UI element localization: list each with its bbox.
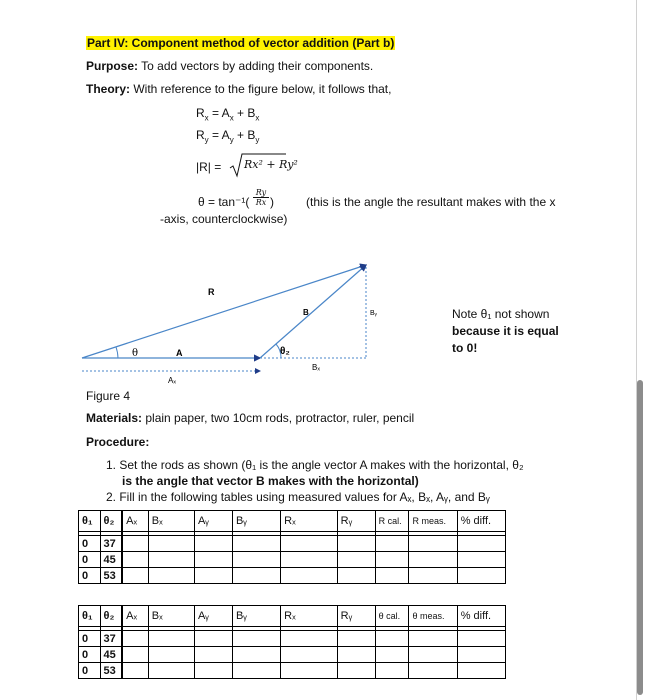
- materials-line: Materials: plain paper, two 10cm rods, protractor, ruler, pencil: [86, 411, 415, 425]
- header-cell: Aᵧ: [194, 511, 232, 532]
- table-cell: 0: [79, 663, 101, 679]
- header-cell: θ₂: [100, 511, 122, 532]
- vector-r: [82, 265, 366, 358]
- header-cell: θ₂: [100, 606, 122, 627]
- table-cell[interactable]: [122, 663, 148, 679]
- equation-magnitude: |R| =: [196, 160, 222, 174]
- table-cell: 45: [100, 552, 122, 568]
- procedure-step-1-continued: is the angle that vector B makes with the horizontal): [122, 474, 419, 488]
- equation-ry: $R_y = A_y + B_y$: [196, 128, 260, 145]
- header-cell: Bᵧ: [232, 511, 280, 532]
- table-row: [79, 552, 506, 568]
- table-cell: 53: [100, 663, 122, 679]
- table-cell[interactable]: [122, 536, 148, 552]
- table-cell[interactable]: [122, 552, 148, 568]
- vector-figure: [80, 255, 390, 390]
- header-cell: R meas.: [409, 511, 457, 532]
- table-cell: 37: [100, 631, 122, 647]
- theta1-note: Note θ₁ not shown because it is equal to 0!: [452, 307, 559, 355]
- header-cell: θ meas.: [409, 606, 457, 627]
- figure-caption: Figure 4: [86, 389, 131, 403]
- procedure-heading: Procedure:: [86, 435, 150, 449]
- table-cell: 53: [100, 568, 122, 584]
- equation-theta: θ = tan⁻¹(: [198, 195, 250, 209]
- table-header-row: [79, 606, 506, 627]
- header-cell: Aₓ: [122, 606, 148, 627]
- table-cell: 0: [79, 631, 101, 647]
- table-row: [79, 536, 506, 552]
- header-cell: Rₓ: [281, 606, 337, 627]
- header-cell: Bₓ: [148, 606, 194, 627]
- table-header-row: [79, 511, 506, 532]
- vector-b: [260, 265, 366, 358]
- label-ax: Aₓ: [168, 376, 176, 385]
- data-table-2: [78, 605, 506, 679]
- label-bx: Bₓ: [312, 363, 320, 372]
- header-cell: θ₁: [79, 511, 101, 532]
- table-cell[interactable]: [122, 647, 148, 663]
- label-theta2: θ₂: [280, 346, 290, 357]
- table-cell[interactable]: [122, 631, 148, 647]
- table-cell: 0: [79, 552, 101, 568]
- procedure-step-1: 1. Set the rods as shown (θ₁ is the angle vector A makes with the horizontal, θ₂: [106, 458, 524, 472]
- purpose-line: Purpose: To add vectors by adding their components.: [86, 59, 374, 73]
- scrollbar[interactable]: [637, 380, 643, 695]
- table-cell: 45: [100, 647, 122, 663]
- table-cell: 0: [79, 647, 101, 663]
- page-title: Part IV: Component method of vector addition (Part b): [87, 36, 395, 50]
- procedure-step-2: 2. Fill in the following tables using measured values for Aₓ, Bₓ, Aᵧ, and Bᵧ: [106, 490, 490, 504]
- header-cell: R cal.: [375, 511, 409, 532]
- label-r: R: [208, 287, 215, 297]
- theta-note: (this is the angle the resultant makes with the x: [306, 195, 556, 209]
- table-row: [79, 631, 506, 647]
- label-by: Bᵧ: [370, 310, 377, 317]
- header-cell: % diff.: [457, 511, 505, 532]
- theta-fraction: Ry Rx: [253, 188, 269, 207]
- theory-line: Theory: With reference to the figure below, it follows that,: [86, 82, 392, 96]
- table-cell[interactable]: [122, 568, 148, 584]
- header-cell: % diff.: [457, 606, 505, 627]
- table-cell: 0: [79, 568, 101, 584]
- header-cell: Aₓ: [122, 511, 148, 532]
- equation-rx: $R_x = A_x + B_x$: [196, 106, 260, 123]
- table-cell: 0: [79, 536, 101, 552]
- header-cell: Rᵧ: [337, 606, 375, 627]
- header-cell: Bₓ: [148, 511, 194, 532]
- label-b: B: [303, 308, 309, 317]
- table-row: [79, 568, 506, 584]
- label-a: A: [176, 348, 183, 358]
- theta-close-paren: ): [270, 195, 274, 209]
- theta-arc: [116, 347, 118, 358]
- table-row: [79, 647, 506, 663]
- header-cell: Rₓ: [281, 511, 337, 532]
- theta-note-continued: -axis, counterclockwise): [160, 212, 288, 226]
- sqrt-content: Rx² + Ry²: [244, 158, 298, 171]
- header-cell: Rᵧ: [337, 511, 375, 532]
- header-cell: Aᵧ: [194, 606, 232, 627]
- header-cell: θ₁: [79, 606, 101, 627]
- table-cell: 37: [100, 536, 122, 552]
- header-cell: Bᵧ: [232, 606, 280, 627]
- header-cell: θ cal.: [375, 606, 409, 627]
- table-row: [79, 663, 506, 679]
- label-theta: θ: [132, 348, 139, 359]
- data-table-1: [78, 510, 506, 584]
